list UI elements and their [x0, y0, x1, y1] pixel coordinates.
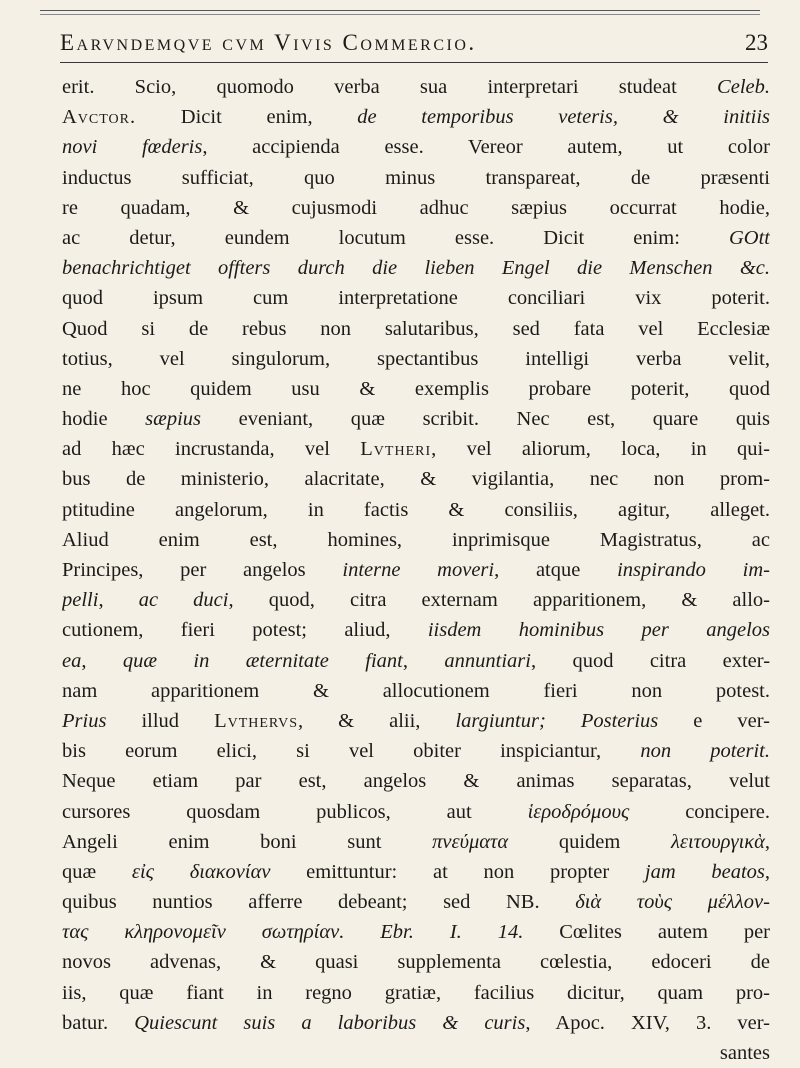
text-line	[62, 646, 770, 676]
text-run: nam apparitionem & allocutionem fieri non potest.	[62, 679, 770, 702]
text-run: iis, quæ fiant in regno gratiæ, facilius dicitur, quam pro-	[62, 981, 770, 1004]
text-run: re quadam, & cujusmodi adhuc sæpius occurrat hodie,	[62, 196, 770, 219]
text-line	[62, 72, 770, 102]
text-run: de temporibus veteris, & initiis	[357, 106, 770, 129]
text-line	[62, 827, 770, 857]
text-run: εἰς διακονίαν	[131, 860, 271, 883]
text-run: batur.	[62, 1011, 135, 1034]
text-run: , quod citra exter-	[530, 649, 770, 672]
text-line	[62, 736, 770, 766]
text-run: quidem	[508, 830, 671, 853]
text-run: quæ in æternitate fiant	[122, 649, 403, 672]
text-run: sæpius	[145, 408, 201, 431]
text-run: ptitudine angelorum, in factis & consiliis, agitur, alleget.	[62, 498, 770, 521]
text-run: concipere.	[629, 800, 770, 823]
text-run: totius, vel singulorum, spectantibus intelligi verba velit,	[62, 347, 770, 370]
text-run: iisdem hominibus per angelos	[427, 619, 770, 642]
text-line	[62, 314, 770, 344]
text-run: erit. Scio, quomodo verba sua interpretari studeat	[62, 76, 718, 98]
text-line	[62, 978, 770, 1008]
text-line	[62, 706, 770, 736]
text-run: e ver-	[658, 709, 770, 732]
text-run: ,	[764, 830, 770, 853]
text-line	[62, 163, 770, 193]
text-run: , Apoc. XIV, 3. ver-	[525, 1011, 770, 1034]
text-run: , atque	[494, 559, 618, 581]
text-run: quibus nuntios afferre debeant; sed NB.	[62, 891, 576, 914]
text-run: ἱεροδρόμους	[527, 800, 630, 823]
text-run: eveniant, quæ scribit. Nec est, quare quis	[201, 408, 770, 431]
text-run: Cœlites autem per	[523, 921, 770, 944]
running-head: Earvndemqve cvm Vivis Commercio.	[60, 30, 477, 55]
text-line	[62, 797, 770, 827]
text-run: Angeli enim boni sunt	[62, 830, 433, 853]
text-run: illud	[106, 709, 215, 732]
text-run: Lvthervs	[214, 709, 299, 732]
text-line	[62, 887, 770, 917]
text-line	[62, 132, 770, 162]
top-rule	[40, 10, 760, 11]
text-run: largiuntur; Posterius	[455, 709, 659, 732]
text-line	[62, 344, 770, 374]
text-run: πνεύματα	[432, 830, 509, 853]
body-text	[62, 72, 770, 1068]
text-line	[62, 193, 770, 223]
text-line	[62, 1008, 770, 1038]
text-run: ne hoc quidem usu & exemplis probare poterit, quod	[62, 377, 770, 400]
text-run: annuntiari	[444, 649, 531, 672]
page-header	[60, 28, 768, 63]
text-line	[62, 585, 770, 615]
text-run: ea	[62, 649, 82, 672]
page-number: 23	[745, 30, 768, 55]
text-line	[62, 525, 770, 555]
text-run: bis eorum elici, si vel obiter inspiciantur,	[62, 740, 641, 763]
top-rule-secondary	[40, 14, 760, 15]
text-line	[62, 615, 770, 645]
text-line	[62, 434, 770, 464]
text-run: hodie	[62, 408, 146, 431]
text-run: Lvtheri	[360, 438, 432, 461]
text-run: jam beatos	[644, 860, 765, 883]
text-line	[62, 374, 770, 404]
text-run: novi fœderis	[62, 136, 203, 159]
text-line	[62, 404, 770, 434]
text-line	[62, 1038, 770, 1068]
text-run: διὰ τοὺς μέλλον-	[575, 891, 770, 914]
text-run: τας κληρονομεῖν σωτηρίαν. Ebr. I. 14.	[62, 921, 524, 944]
text-run: Quiescunt suis a laboribus & curis	[134, 1011, 526, 1034]
text-run: bus de ministerio, alacritate, & vigilantia, nec non prom-	[62, 468, 770, 491]
text-run: ,	[764, 860, 770, 883]
text-line	[62, 102, 770, 132]
text-run: λειτουργικὰ	[671, 830, 765, 853]
text-run: benachrichtiget offters durch die lieben Engel die Menschen &c.	[62, 257, 770, 280]
text-run: novos advenas, & quasi supplementa cœlestia, edoceri de	[62, 951, 770, 974]
text-run: ac duci	[138, 589, 229, 612]
text-run: Neque etiam par est, angelos & animas separatas, velut	[62, 770, 770, 793]
text-run: ,	[98, 589, 139, 612]
text-run: Principes, per angelos	[62, 559, 343, 581]
text-run: Dicit enim,	[136, 106, 358, 129]
text-line	[62, 947, 770, 977]
text-run: non poterit.	[640, 740, 770, 763]
text-run: quod ipsum cum interpretatione conciliari vix poterit.	[62, 287, 770, 310]
text-line	[62, 676, 770, 706]
text-run: , accipienda esse. Vereor autem, ut color	[202, 136, 770, 159]
text-run: Quod si de rebus non salutaribus, sed fata vel Ecclesiæ	[62, 317, 770, 340]
text-line	[62, 857, 770, 887]
text-run: Celeb.	[717, 76, 770, 98]
text-line	[62, 223, 770, 253]
text-run: ,	[402, 649, 445, 672]
text-line	[62, 555, 770, 585]
text-run: quæ	[62, 860, 132, 883]
text-line	[62, 464, 770, 494]
text-run: ad hæc incrustanda, vel	[62, 438, 361, 461]
text-run: Prius	[62, 709, 107, 732]
text-run: inductus sufficiat, quo minus transpareat, de præsenti	[62, 166, 770, 189]
text-run: santes	[719, 1042, 770, 1064]
text-line	[62, 253, 770, 283]
text-run: inspirando im-	[617, 559, 770, 581]
text-run: cutionem, fieri potest; aliud,	[62, 619, 428, 642]
text-run: , & alii,	[298, 709, 456, 732]
text-run: ,	[81, 649, 123, 672]
text-line	[62, 766, 770, 796]
text-run: ac detur, eundem locutum esse. Dicit enim:	[62, 226, 729, 249]
text-run: GOtt	[729, 226, 770, 249]
text-run: , vel aliorum, loca, in qui-	[431, 438, 770, 461]
text-line	[62, 917, 770, 947]
text-run: , quod, citra externam apparitionem, & allo-	[228, 589, 770, 612]
text-run: interne moveri	[342, 559, 495, 581]
text-run: cursores quosdam publicos, aut	[62, 800, 528, 823]
text-line	[62, 495, 770, 525]
text-run: emittuntur: at non propter	[270, 860, 645, 883]
text-run: Aliud enim est, homines, inprimisque Magistratus, ac	[62, 528, 770, 551]
text-run: pelli	[62, 589, 99, 612]
text-line	[62, 283, 770, 313]
text-run: Avctor.	[62, 106, 137, 129]
